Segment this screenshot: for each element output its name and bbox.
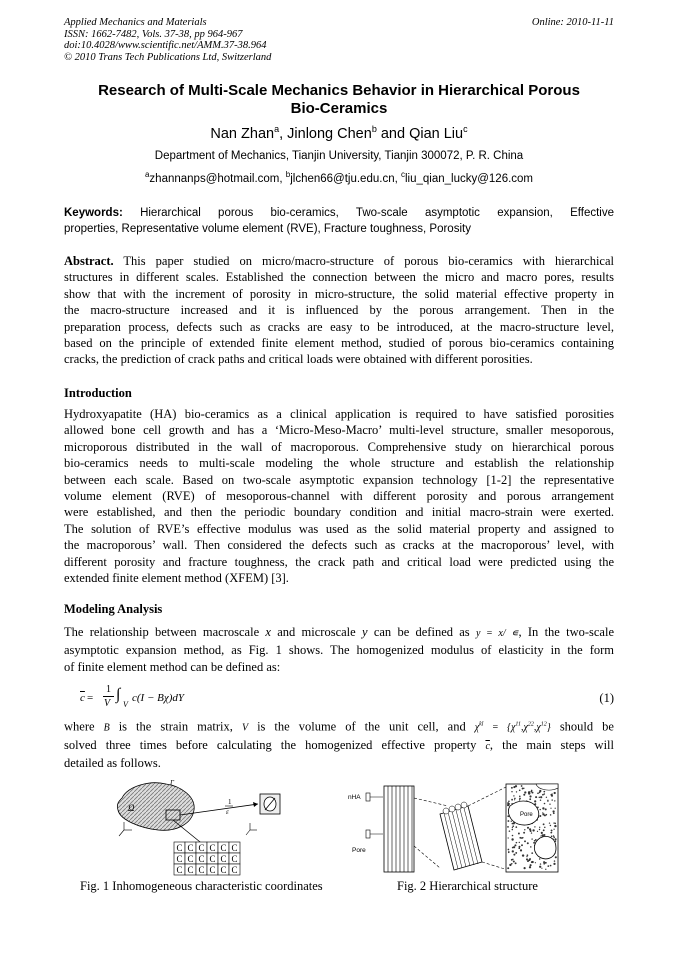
intro-line: bio-ceramics needs to multi-scale modeling the whole structure and establish the relationship xyxy=(64,456,614,471)
author-affil-mark: c xyxy=(463,124,468,134)
micro-pore-dot xyxy=(541,868,542,869)
micro-pore-dot xyxy=(508,801,510,803)
micro-pore-dot xyxy=(532,829,534,831)
pore-marker xyxy=(366,830,370,838)
micro-pore-dot xyxy=(540,809,541,810)
intro-line: microporous distributed in the wall of macroporous. Comprehensive study on hierarchical porous xyxy=(64,439,614,454)
modeling-text: , In the two-scale xyxy=(518,625,615,639)
micro-pore-dot xyxy=(542,794,544,796)
micro-pore-dot xyxy=(553,829,554,830)
issn: ISSN: 1662-7482, Vols. 37-38, pp 964-967 xyxy=(64,28,243,40)
arrow-head xyxy=(253,802,258,807)
micro-pore-dot xyxy=(512,835,514,837)
scale-fraction-denominator: ε xyxy=(226,808,229,816)
micro-pore-dot xyxy=(518,833,520,835)
micro-pore-dot xyxy=(530,864,532,866)
micro-pore-dot xyxy=(520,849,522,851)
micro-pore-dot xyxy=(532,792,534,794)
axis-x3 xyxy=(119,830,124,836)
author-affil-mark: b xyxy=(371,124,377,134)
grid-cell-glyph: C xyxy=(220,854,227,864)
micro-pore-dot xyxy=(524,840,526,842)
micro-pore-dot xyxy=(518,847,520,849)
email-link[interactable]: zhannanps@hotmail.com, xyxy=(149,172,286,185)
modeling-text: asymptotic expansion method, as Fig. 1 shows. The homogenized modulus of elasticity in the form xyxy=(64,643,614,658)
micro-pore-dot xyxy=(543,791,545,793)
modeling-body xyxy=(64,624,614,675)
modeling-text: The relationship between macroscale xyxy=(64,625,266,639)
inline-equation: y = x/ ∊ xyxy=(475,628,519,639)
micro-pore-dot xyxy=(535,862,536,863)
micro-pore-dot xyxy=(550,825,551,826)
micro-pore-dot xyxy=(531,838,532,839)
micro-pore-dot xyxy=(512,827,513,828)
micro-pore-dot xyxy=(552,810,554,812)
micro-pore-dot xyxy=(511,838,513,840)
math-superscript: 22 xyxy=(527,722,534,728)
journal-name: Applied Mechanics and Materials xyxy=(64,17,207,28)
micro-pore-dot xyxy=(543,823,545,825)
micro-pore-dot xyxy=(526,858,528,860)
micro-pore-dot xyxy=(539,829,540,830)
grid-cell-glyph: C xyxy=(176,865,183,875)
keywords-block xyxy=(64,206,614,237)
modeling-text: , the main steps will xyxy=(489,737,614,752)
email-mark: a xyxy=(144,170,150,179)
micro-pore-dot xyxy=(512,847,514,849)
micro-pore-dot xyxy=(527,842,529,844)
eq-symbol: $\overline{c}$ xyxy=(80,692,85,704)
abstract-block xyxy=(64,253,614,368)
micro-pore-dot xyxy=(555,856,557,858)
micro-pore-dot xyxy=(509,803,511,805)
micro-pore-dot xyxy=(550,832,552,834)
gamma-label: Γ xyxy=(170,779,174,787)
micro-pore-dot xyxy=(524,867,526,869)
micro-pore-dot xyxy=(540,796,542,798)
micro-pore-dot xyxy=(542,812,543,813)
intro-line: the macroporous’ wall. Then considered the defects such as cracks at the macroporous’ level, with xyxy=(64,538,614,553)
figure-1-caption: Fig. 1 Inhomogeneous characteristic coordinates xyxy=(80,879,323,893)
micro-pore-dot xyxy=(521,785,523,787)
micro-pore-dot xyxy=(515,852,517,854)
eq-fraction-bar xyxy=(103,696,114,697)
modeling-text: of finite element method can be defined as: xyxy=(64,659,281,674)
micro-pore-dot xyxy=(550,814,552,816)
micro-pore-dot xyxy=(544,815,546,817)
eq-fraction-denominator: V xyxy=(104,698,111,709)
micro-pore-dot xyxy=(553,822,554,823)
email-link[interactable]: liu_qian_lucky@126.com xyxy=(404,172,534,185)
micro-pore-dot xyxy=(539,858,540,859)
micro-pore-dot xyxy=(508,849,510,851)
micro-pore-dot xyxy=(543,834,545,836)
title-line-2: Bio-Ceramics xyxy=(290,100,388,117)
micro-pore-dot xyxy=(507,820,509,822)
micro-pore-dot xyxy=(545,814,547,816)
abstract-text: show that with the increment of porosity in micro-structure, the solid material effective property in xyxy=(64,286,614,301)
copyright: © 2010 Trans Tech Publications Ltd, Switzerland xyxy=(64,51,272,63)
micro-pore-dot xyxy=(551,795,553,797)
micro-pore-dot xyxy=(550,808,551,809)
micro-pore-dot xyxy=(519,842,520,843)
micro-pore-dot xyxy=(511,821,512,822)
micro-pore-dot xyxy=(514,844,516,846)
micro-pore-dot xyxy=(531,852,533,854)
intro-line: allowed bone cell growth and has a ‘Micro-Meso-Macro’ multi-level structure, smaller mesoporous, xyxy=(64,423,614,438)
micro-pore-dot xyxy=(545,869,546,870)
grid-cell-glyph: C xyxy=(231,843,238,853)
micro-pore-dot xyxy=(540,863,541,864)
intro-line: between each scale. Based on two-scale asymptotic expansion technology [1-2] the representative xyxy=(64,472,614,487)
grid-cell-glyph: C xyxy=(231,854,238,864)
micro-pore-dot xyxy=(544,827,545,828)
micro-pore-dot xyxy=(531,861,533,863)
micro-pore-dot xyxy=(531,832,532,833)
introduction-body xyxy=(64,406,614,586)
math-symbol: B xyxy=(103,722,110,734)
grid-cell-glyph: C xyxy=(231,865,238,875)
abstract-text: This paper studied on micro/macro-structure of porous bio-ceramics with hierarchical xyxy=(113,254,614,268)
micro-pore-dot xyxy=(524,829,525,830)
doi: doi:10.4028/www.scientific.net/AMM.37-38.964 xyxy=(64,40,267,51)
modeling-text: solved three times before calculating the homogenized effective property xyxy=(64,737,486,752)
micro-pore-dot xyxy=(551,835,553,837)
channel-bundle xyxy=(440,802,482,870)
running-header xyxy=(64,17,271,63)
micro-pore-dot xyxy=(543,829,545,831)
micro-pore-dot xyxy=(549,822,550,823)
micro-pore-dot xyxy=(519,799,520,800)
math-symbol: $\overline{c}$ xyxy=(485,740,490,752)
intro-line: volume element (RVE) of mesoporous-channel with different porosity and porous arrangement xyxy=(64,489,614,504)
micro-pore-dot xyxy=(539,827,540,828)
author-affil-mark: a xyxy=(274,124,280,134)
axis-y3 xyxy=(246,830,250,835)
zoom-dash-right-top xyxy=(468,786,508,806)
equation-1 xyxy=(80,686,280,716)
micro-pore-dot xyxy=(522,854,524,856)
micro-pore-dot xyxy=(545,862,547,864)
grid-cell-glyph: C xyxy=(176,843,183,853)
modeling-text: and microscale xyxy=(270,625,362,639)
micro-pore-dot xyxy=(519,796,521,798)
micro-pore-dot xyxy=(551,830,553,832)
micro-pore-dot xyxy=(553,835,554,836)
keywords-text: properties, Representative volume element (RVE), Fracture toughness, Porosity xyxy=(64,222,471,235)
micro-structure-panel xyxy=(506,784,558,872)
micro-pore-dot xyxy=(529,795,531,797)
micro-pore-dot xyxy=(511,787,513,789)
intro-line: Hydroxyapatite (HA) bio-ceramics as a clinical application is required to have satisfied porosities xyxy=(64,407,614,421)
modeling-text: can be defined as xyxy=(367,625,476,639)
micro-pore-dot xyxy=(528,791,530,793)
grid-cell-glyph: C xyxy=(198,854,205,864)
micro-pore-dot xyxy=(530,846,532,848)
author-emails xyxy=(0,170,678,185)
micro-pore-dot xyxy=(539,797,540,798)
pore-label-left: Pore xyxy=(352,847,366,854)
grid-cell-glyph: C xyxy=(187,865,194,875)
math-symbol: V xyxy=(241,722,249,734)
modeling-text: where xyxy=(64,719,104,734)
micro-pore-dot xyxy=(531,791,532,792)
micro-pore-dot xyxy=(508,837,509,838)
grid-cell-glyph: C xyxy=(220,843,227,853)
micro-pore-dot xyxy=(521,844,523,846)
abstract-text: based on the principle of extended finite element method, studied of porous bio-ceramics containing xyxy=(64,336,614,351)
micro-pore-dot xyxy=(515,826,517,828)
eq-integrand: c(I − Bχ)dY xyxy=(132,692,184,704)
modeling-text: should be xyxy=(550,719,614,734)
math-symbol: y xyxy=(361,625,368,639)
equation-number: (1) xyxy=(599,691,614,705)
grid-cell-glyph: C xyxy=(209,865,216,875)
micro-pore-dot xyxy=(513,795,514,796)
grid-cell-glyph: C xyxy=(176,854,183,864)
micro-pore-dot xyxy=(516,791,517,792)
abstract-text: structures in different scales. Established the connection between the micro and macro pores, results xyxy=(64,270,614,285)
grid-cell-glyph: C xyxy=(187,843,194,853)
paper-title xyxy=(0,82,678,118)
micro-pore-dot xyxy=(529,866,531,868)
micro-pore-dot xyxy=(516,842,518,844)
abstract-text: preparation process, defects such as cracks are easy to be introduced, at the macro-structure level, xyxy=(64,319,614,334)
micro-pore-dot xyxy=(554,800,555,801)
abstract-text: cracks, the prediction of crack paths and critical loads were obtained with different porosities. xyxy=(64,352,533,367)
micro-pore-dot xyxy=(512,850,514,852)
micro-pore-dot xyxy=(512,823,514,825)
modeling-text: is the strain matrix, xyxy=(109,719,242,734)
eq-integral: ∫ xyxy=(116,686,121,703)
math-symbol: x xyxy=(265,625,271,639)
math-superscript: 12 xyxy=(540,722,547,728)
author-name: Qian Liu xyxy=(409,125,464,142)
micro-pore-dot xyxy=(547,865,549,867)
micro-pore-dot xyxy=(535,839,537,841)
micro-pore-dot xyxy=(535,796,537,798)
micro-pore-dot xyxy=(554,792,556,794)
nha-label: nHA xyxy=(348,794,361,801)
email-link[interactable]: jlchen66@tju.edu.cn, xyxy=(290,172,401,185)
micro-pore-dot xyxy=(537,831,538,832)
micro-pore-dot xyxy=(544,793,546,795)
affiliation: Department of Mechanics, Tianjin University, Tianjin 300072, P. R. China xyxy=(154,150,524,162)
micro-pore-dot xyxy=(527,860,529,862)
micro-pore-dot xyxy=(530,830,532,832)
modeling-body-continued: where B is the strain matrix, V is the volume of the unit cell, and $\chi^{kl} = \{\chi^{11},\chi^{22},\chi^{12}\}$ should be solved three times before calculating the homogenized effective property $\overline{c}$, the main steps will detailed as follows. xyxy=(64,719,614,771)
micro-pore-dot xyxy=(523,794,525,796)
intro-line: The solution of RVE’s effective modulus was used as the solid material property and assigned to xyxy=(64,521,614,536)
abstract-text: the macro-structure increased and it is influenced by the porous arrangement. Then in the xyxy=(64,303,614,318)
micro-pore-dot xyxy=(540,799,541,800)
micro-pore-dot xyxy=(539,790,541,792)
micro-pore-dot xyxy=(540,835,541,836)
micro-pore-dot xyxy=(529,858,530,859)
micro-pore-dot xyxy=(519,846,521,848)
micro-pore-dot xyxy=(509,830,511,832)
micro-pore-dot xyxy=(512,859,513,860)
micro-pore-dot xyxy=(549,804,550,805)
micro-pore-dot xyxy=(514,799,515,800)
author-name: Nan Zhan xyxy=(210,125,275,142)
micro-pore-dot xyxy=(515,862,517,864)
micro-pore-dot xyxy=(512,825,514,827)
micro-pore-dot xyxy=(544,803,546,805)
micro-pore-dot xyxy=(524,791,526,793)
micro-pore-dot xyxy=(512,829,513,830)
micro-pore-dot xyxy=(507,826,509,828)
micro-pore-dot xyxy=(519,798,521,800)
grid-cell-glyph: C xyxy=(187,854,194,864)
micro-pore-dot xyxy=(542,807,544,809)
micro-pore-dot xyxy=(523,832,525,834)
section-heading-modeling: Modeling Analysis xyxy=(64,602,163,616)
keywords-label: Keywords: xyxy=(64,207,123,219)
zoom-dash-right-bottom xyxy=(482,862,508,870)
micro-pore-dot xyxy=(529,798,531,800)
micro-pore-dot xyxy=(550,865,552,867)
author-list xyxy=(0,124,678,142)
scale-fraction-numerator: 1 xyxy=(228,798,232,806)
nha-crystal xyxy=(366,793,370,801)
math-superscript: 11 xyxy=(515,722,521,728)
grid-cell-glyph: C xyxy=(198,843,205,853)
grid-cell-glyph: C xyxy=(220,865,227,875)
separator: , xyxy=(279,125,288,142)
pore-label-right: Pore xyxy=(520,812,533,818)
micro-pore-dot xyxy=(554,838,556,840)
layered-wall xyxy=(384,786,414,872)
periodic-cell-grid xyxy=(174,842,240,875)
micro-pore-dot xyxy=(551,799,552,800)
micro-pore-dot xyxy=(513,854,515,856)
micro-pore-dot xyxy=(533,842,535,844)
grid-cell-glyph: C xyxy=(198,865,205,875)
keywords-text: Hierarchical porous bio-ceramics, Two-scale asymptotic expansion, Effective xyxy=(122,207,614,219)
micro-pore-dot xyxy=(547,800,549,802)
micro-pore-dot xyxy=(539,815,541,817)
macro-pore xyxy=(534,836,556,858)
eq-operator: = xyxy=(87,692,94,704)
math-superscript: kl xyxy=(479,722,484,728)
zoom-dash-bottom xyxy=(414,846,440,868)
intro-line: were established, and then the periodic boundary condition and initial macro-strain were exerted. xyxy=(64,505,614,520)
micro-pore-dot xyxy=(511,799,513,801)
micro-pore-dot xyxy=(543,861,545,863)
section-heading-introduction: Introduction xyxy=(64,386,132,400)
micro-pore-dot xyxy=(521,837,523,839)
micro-pore-dot xyxy=(519,789,521,791)
figure-1-diagram xyxy=(110,776,302,876)
micro-pore-dot xyxy=(514,798,516,800)
micro-pore-dot xyxy=(555,808,556,809)
modeling-text: is the volume of the unit cell, and xyxy=(248,719,475,734)
micro-pore-dot xyxy=(546,797,547,798)
micro-pore-dot xyxy=(553,812,555,814)
modeling-text: detailed as follows. xyxy=(64,756,161,771)
eq-integral-domain: V xyxy=(123,700,128,709)
micro-pore-dot xyxy=(526,856,527,857)
intro-line: extended finite element method (XFEM) [3]. xyxy=(64,571,289,586)
micro-pore-dot xyxy=(537,792,539,794)
micro-pore-dot xyxy=(511,791,512,792)
figure-2-caption: Fig. 2 Hierarchical structure xyxy=(397,879,538,893)
online-date: Online: 2010-11-11 xyxy=(531,17,614,28)
micro-pore-dot xyxy=(539,866,541,868)
micro-pore-dot xyxy=(534,800,536,802)
micro-pore-dot xyxy=(522,788,524,790)
separator: and xyxy=(376,125,410,142)
micro-pore-dot xyxy=(520,837,521,838)
grid-cell-glyph: C xyxy=(209,854,216,864)
micro-pore-dot xyxy=(554,860,555,861)
math-symbol: χ xyxy=(474,722,480,734)
micro-pore-dot xyxy=(513,786,515,788)
micro-pore-dot xyxy=(534,826,535,827)
omega-label: Ω xyxy=(128,803,135,813)
abstract-label: Abstract. xyxy=(64,254,114,268)
micro-pore-dot xyxy=(527,854,529,856)
micro-pore-dot xyxy=(527,827,529,829)
micro-pore-dot xyxy=(523,788,524,789)
micro-pore-dot xyxy=(541,832,543,834)
micro-pore-dot xyxy=(554,825,556,827)
micro-pore-dot xyxy=(513,861,515,863)
email-mark: c xyxy=(400,170,405,179)
author-name: Jinlong Chen xyxy=(287,125,372,142)
micro-pore-dot xyxy=(553,863,555,865)
zoom-dash-top xyxy=(414,798,448,806)
title-line-1: Research of Multi-Scale Mechanics Behavior in Hierarchical Porous xyxy=(98,82,580,99)
micro-pore-dot xyxy=(555,823,556,824)
micro-pore-dot xyxy=(545,808,547,810)
figure-2-diagram xyxy=(340,776,560,876)
micro-pore-dot xyxy=(511,863,512,864)
micro-pore-dot xyxy=(508,852,509,853)
math-symbol: = {χ xyxy=(483,722,516,734)
micro-pore-dot xyxy=(551,793,552,794)
grid-cell-glyph: C xyxy=(209,843,216,853)
email-mark: b xyxy=(285,170,291,179)
micro-pore-dot xyxy=(507,867,509,869)
eq-fraction-numerator: 1 xyxy=(106,684,111,695)
intro-line: different porosity and fracture toughness, the crack path and critical load were predicted using the xyxy=(64,554,614,569)
